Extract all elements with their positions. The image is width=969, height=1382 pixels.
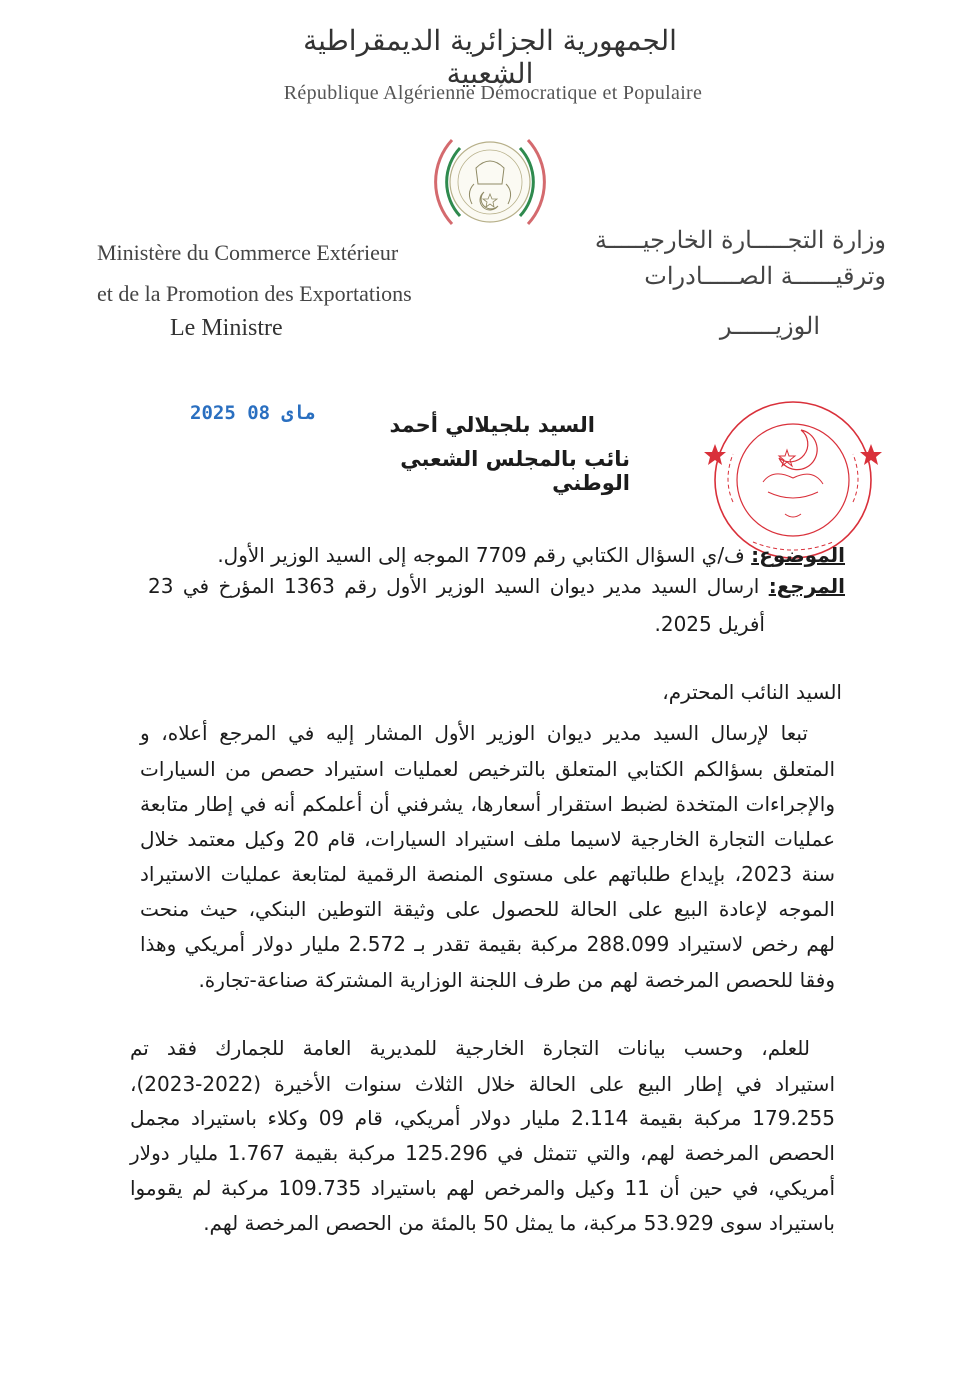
- reference-label: المرجع:: [768, 574, 845, 598]
- seal-inner-ring: [737, 424, 849, 536]
- ministry-name-arabic-line1: وزارة التجـــــارة الخارجيـــــة: [594, 226, 886, 254]
- subject-label: الموضوع:: [751, 543, 845, 567]
- reference-line: [148, 574, 845, 598]
- date-stamp: 2025 ماى 08: [190, 402, 316, 424]
- seal-emblem-lines: [763, 474, 823, 517]
- republic-title-french: République Algérienne Démocratique et Populaire: [283, 82, 703, 104]
- reference-text: ارسال السيد مدير ديوان السيد الوزير الأول رقم 1363 المؤرخ في 23: [148, 574, 769, 598]
- subject-text: ف/ي السؤال الكتابي رقم 7709 الموجه إلى السيد الوزير الأول.: [217, 543, 752, 567]
- republic-title-arabic: الجمهورية الجزائرية الديمقراطية الشعبية: [303, 24, 677, 90]
- paragraph-line: المتعلق بسؤالكم الكتابي المتعلق بالترخيص لعمليات استيراد حصص من السيارات: [140, 757, 835, 781]
- reference-line-continued: أفريل 2025.: [654, 612, 765, 636]
- paragraph-line: سنة 2023، بإيداع طلباتهم على مستوى المنصة الرقمية لمتابعة عمليات الاستيراد: [140, 862, 835, 886]
- seal-star-center-icon: [779, 450, 795, 466]
- ministry-name-french-line1: Ministère du Commerce Extérieur: [97, 240, 399, 265]
- salutation: السيد النائب المحترم،: [662, 680, 842, 704]
- minister-title-arabic: الوزيــــــر: [719, 312, 820, 340]
- recipient-title: نائب بالمجلس الشعبي الوطني: [400, 447, 630, 495]
- paragraph-line: باستيراد سوى 53.929 مركبة، ما يمثل 50 بالمئة من الحصص المرخصة لهم.: [203, 1211, 835, 1235]
- paragraph-line: وفقا للحصص المرخصة لهم من طرف اللجنة الوزارية المشتركة صناعة-تجارة.: [198, 968, 835, 992]
- ministry-name-arabic-line2: وترقيــــــة الصـــــادرات: [644, 262, 886, 290]
- paragraph-line: للعلم، وحسب بيانات التجارة الخارجية للمديرية العامة للجمارك فقد تم: [130, 1036, 810, 1060]
- seal-outer-ring: [715, 402, 871, 558]
- official-red-seal: [693, 392, 893, 562]
- minister-title-french: Le Ministre: [170, 315, 283, 341]
- recipient-name: السيد بلجيلالي أحمد: [389, 413, 595, 437]
- paragraph-line: تبعا لإرسال السيد مدير ديوان الوزير الأول المشار إليه في المرجع أعلاه، و: [140, 721, 808, 745]
- ministry-emblem-logo: [422, 118, 558, 246]
- subject-line: [210, 543, 845, 567]
- paragraph-line: والإجراءات المتخدة لضبط استقرار أسعارها، يشرفني أن أعلمكم أنه في إطار متابعة: [140, 792, 835, 816]
- paragraph-line: لهم رخص لاستيراد 288.099 مركبة بقيمة تقدر بـ 2.572 مليار دولار أمريكي وهذا: [140, 932, 835, 956]
- paragraph-line: عمليات التجارة الخارجية لاسيما ملف استيراد السيارات، قام 20 وكيل معتمد خلال: [140, 827, 836, 851]
- paragraph-line: استيراد في إطار البيع على الحالة خلال الثلاث سنوات الأخيرة (2022-2023)،: [130, 1072, 835, 1096]
- paragraph-line: الموجه لإعادة البيع على الحالة للحصول على وثيقة التوطين البنكي، حيث منحت: [140, 897, 835, 921]
- ministry-name-french-line2: et de la Promotion des Exportations: [97, 281, 412, 306]
- paragraph-line: أمريكي، في حين أن 11 وكيل والمرخص لهم باستيراد 109.735 مركبة لم يقوموا: [130, 1176, 836, 1200]
- paragraph-line: الحصص المرخصة لهم، والتي تتمثل في 125.296 مركبة بقيمة 1.767 مليار دولار: [130, 1141, 835, 1165]
- paragraph-line: 179.255 مركبة بقيمة 2.114 مليار دولار أمريكي، قام 09 وكلاء باستيراد مجمل: [130, 1106, 835, 1130]
